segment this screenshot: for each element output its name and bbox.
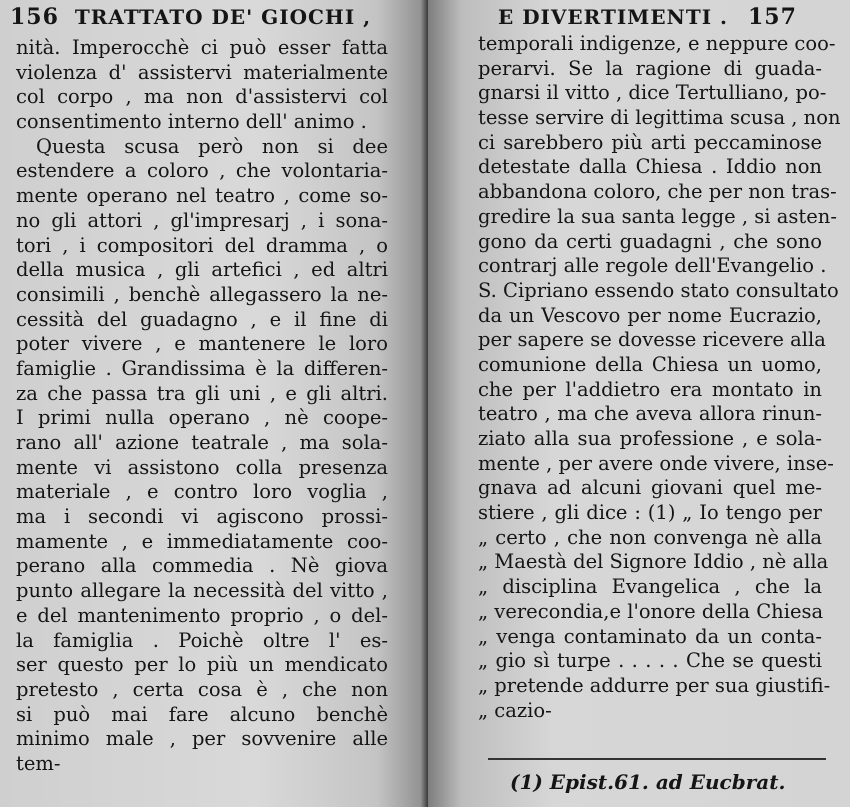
text-line: ziato alla sua professione , e sola- <box>478 427 822 450</box>
text-line: contrarj alle regole dell'Evangelio . <box>478 254 827 278</box>
text-line: S. Cipriano essendo stato consultato <box>478 278 839 302</box>
text-line: no gli attori , gl'impresarj , i sona- <box>16 208 388 232</box>
text-line: mamente , e immediatamente coo- <box>16 529 388 553</box>
text-line: perano alla commedia . Nè giova <box>16 554 388 578</box>
right-page-number: 157 <box>747 4 797 30</box>
text-line: teatro , ma che aveva allora rinun- <box>478 402 822 426</box>
text-line: „ venga contaminato da un conta- <box>478 624 822 648</box>
text-line: gono da certi guadagni , che sono <box>478 229 822 253</box>
text-line: „ cazio- <box>478 698 552 722</box>
left-running-title: TRATTATO DE' GIOCHI , <box>74 5 372 29</box>
text-line: col corpo , ma non d'assistervi col <box>16 85 388 109</box>
footnote-rule <box>488 758 826 760</box>
right-running-title: E DIVERTIMENTI . <box>498 5 729 29</box>
text-line: gredire la sua santa legge , si asten- <box>478 204 837 228</box>
text-line: za che passa tra gli uni , e gli altri. <box>16 381 388 405</box>
text-line: nità. Imperocchè ci può esser fatta <box>16 36 388 59</box>
left-body-text <box>16 36 388 777</box>
text-line: „ disciplina Evangelica , che la <box>478 575 822 599</box>
text-line: gnarsi il vitto , dice Tertulliano, po- <box>478 81 827 105</box>
text-line: ser questo per lo più un mendicato <box>16 653 388 677</box>
footnote: (1) Epist.61. ad Eucbrat. <box>510 770 786 794</box>
text-line: Questa scusa però non si dee <box>36 134 388 158</box>
text-line: pretesto , certa cosa è , che non <box>16 677 388 701</box>
text-line: rano all' azione teatrale , ma sola- <box>16 431 388 454</box>
text-line: detestate dalla Chiesa . Iddio non <box>478 155 822 179</box>
text-line: abbandona coloro, che per non tras- <box>478 180 837 204</box>
text-line: mente , per avere onde vivere, inse- <box>478 451 834 475</box>
text-line: mente vi assistono colla presenza <box>16 455 388 479</box>
text-line: comunione della Chiesa un uomo, <box>478 352 822 376</box>
text-line: „ gio sì turpe . . . . . Che se questi <box>478 649 822 673</box>
right-body-text <box>478 32 841 723</box>
text-line: cessità del guadagno , e il fine di <box>16 307 388 331</box>
text-line: consentimento interno dell' animo . <box>16 110 367 134</box>
text-line: perarvi. Se la ragione di guada- <box>478 56 822 80</box>
right-running-head <box>490 4 840 30</box>
text-line: della musica , gli artefici , ed altri <box>16 258 388 282</box>
text-line: I primi nulla operano , nè coope- <box>16 406 388 430</box>
left-running-head <box>10 4 410 30</box>
text-line: „ Maestà del Signore Iddio , nè alla <box>478 550 829 574</box>
text-line: tori , i compositori del dramma , o <box>16 233 388 257</box>
text-line: per sapere se dovesse ricevere alla <box>478 328 826 352</box>
text-line: la famiglia . Poichè oltre l' es- <box>16 628 388 652</box>
text-line: da un Vescovo per nome Eucrazio, <box>478 303 822 327</box>
text-line: famiglie . Grandissima è la differen- <box>16 356 388 380</box>
text-line: tem- <box>16 751 61 775</box>
text-line: „ pretende addurre per sua giustifi- <box>478 673 831 697</box>
text-line: ci sarebbero più arti peccaminose <box>478 130 822 154</box>
text-line: stiere , gli dice : (1) „ Io tengo per <box>478 501 822 525</box>
text-line: temporali indigenze, e neppure coo- <box>478 32 836 55</box>
text-line: consimili , benchè allegassero la ne- <box>16 282 388 306</box>
text-line: che per l'addietro era montato in <box>478 377 822 401</box>
text-line: e del mantenimento proprio , o del- <box>16 603 388 627</box>
text-line: poter vivere , e mantenere le loro <box>16 332 388 356</box>
text-line: violenza d' assistervi materialmente <box>16 60 388 84</box>
text-line: materiale , e contro loro voglia , <box>16 480 388 504</box>
text-line: minimo male , per sovvenire alle <box>16 727 388 751</box>
text-line: si può mai fare alcuno benchè <box>16 702 388 726</box>
text-line: ma i secondi vi agiscono prossi- <box>16 505 388 529</box>
text-line: tesse servire di legittima scusa , non <box>478 106 841 130</box>
left-page-number: 156 <box>10 4 59 30</box>
text-line: estendere a coloro , che volontaria- <box>16 159 388 183</box>
text-line: „ certo , che non convenga nè alla <box>478 525 822 549</box>
text-line: gnava ad alcuni giovani quel me- <box>478 476 822 500</box>
text-line: „ verecondia,e l'onore della Chiesa <box>478 599 824 623</box>
text-line: punto allegare la necessità del vitto , <box>16 579 388 603</box>
text-line: mente operano nel teatro , come so- <box>16 184 388 208</box>
